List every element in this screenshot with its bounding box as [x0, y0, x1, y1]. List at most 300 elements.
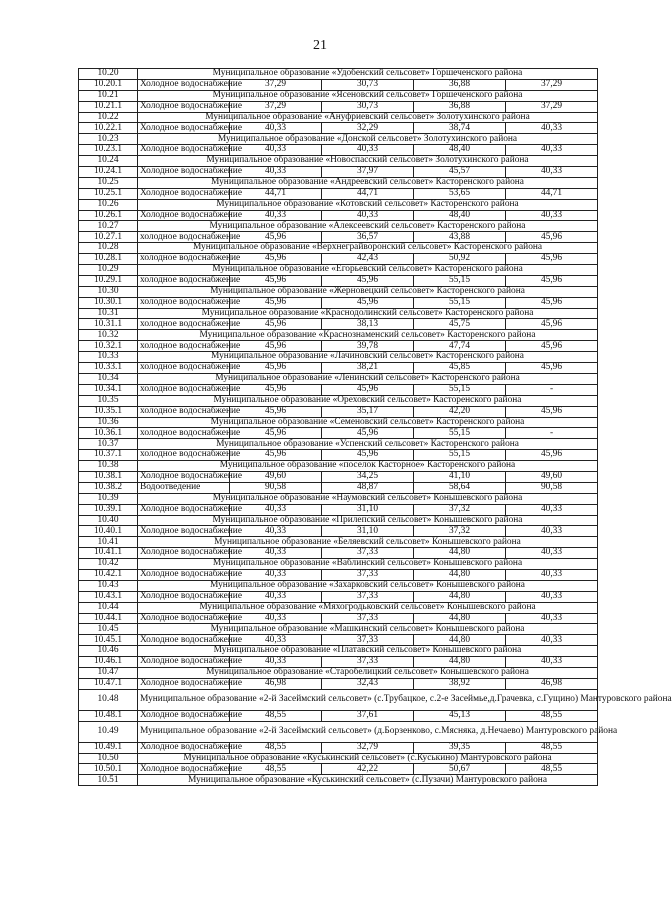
service-name: Водоотведение	[138, 482, 230, 493]
municipality-title: Муниципальное образование «Ленинский сельсовет» Касторенского района	[138, 373, 598, 384]
row-number: 10.47	[79, 667, 138, 678]
tariff-value: 49,60	[230, 471, 322, 482]
tariff-value: 40,33	[506, 613, 598, 624]
tariff-value: 48,55	[230, 764, 322, 775]
tariff-table	[78, 68, 672, 786]
section-row	[79, 352, 598, 363]
row-number: 10.42	[79, 559, 138, 570]
tariff-value: 45,96	[230, 428, 322, 439]
tariff-value: 40,33	[506, 123, 598, 134]
tariff-value: 38,21	[322, 363, 414, 374]
tariff-row	[79, 678, 598, 689]
tariff-value: 50,92	[414, 254, 506, 265]
tariff-row	[79, 101, 598, 112]
row-number: 10.41	[79, 537, 138, 548]
row-number: 10.36.1	[79, 428, 138, 439]
tariff-value: 45,96	[506, 363, 598, 374]
tariff-value: 37,32	[414, 526, 506, 537]
tariff-value: 45,96	[506, 341, 598, 352]
tariff-value: 45,96	[230, 319, 322, 330]
section-row	[79, 493, 598, 504]
municipality-title: Муниципальное образование «Ваблинский сельсовет» Конышевского района	[138, 559, 598, 570]
tariff-value: 40,33	[230, 657, 322, 668]
row-number: 10.47.1	[79, 678, 138, 689]
tariff-value: 37,33	[322, 613, 414, 624]
tariff-row	[79, 764, 598, 775]
service-name: Холодное водоснабжение	[138, 764, 230, 775]
section-row	[79, 646, 598, 657]
row-number: 10.50	[79, 753, 138, 764]
row-number: 10.46.1	[79, 657, 138, 668]
tariff-value: 45,96	[322, 384, 414, 395]
service-name: Холодное водоснабжение	[138, 123, 230, 134]
service-name: холодное водоснабжение	[138, 275, 230, 286]
tariff-value: 45,96	[322, 275, 414, 286]
tariff-value: 44,71	[322, 188, 414, 199]
tariff-value: 40,33	[506, 145, 598, 156]
row-number: 10.26	[79, 199, 138, 210]
municipality-title: Муниципальное образование «Котовский сельсовет» Касторенского района	[138, 199, 598, 210]
section-row	[79, 156, 598, 167]
row-number: 10.33.1	[79, 363, 138, 374]
tariff-value: 44,80	[414, 591, 506, 602]
tariff-value: 45,96	[230, 254, 322, 265]
row-number: 10.29.1	[79, 275, 138, 286]
tariff-value: 48,40	[414, 210, 506, 221]
row-number: 10.21.1	[79, 101, 138, 112]
section-row	[79, 330, 598, 341]
row-number: 10.28.1	[79, 254, 138, 265]
row-number: 10.27.1	[79, 232, 138, 243]
tariff-value: 44,80	[414, 613, 506, 624]
tariff-value: 42,43	[322, 254, 414, 265]
tariff-value: 40,33	[230, 504, 322, 515]
service-name: Холодное водоснабжение	[138, 167, 230, 178]
tariff-value: 40,33	[506, 526, 598, 537]
tariff-value: 45,96	[506, 406, 598, 417]
tariff-value: 40,33	[506, 210, 598, 221]
row-number: 10.35.1	[79, 406, 138, 417]
section-row	[79, 90, 598, 101]
section-row	[79, 112, 598, 123]
service-name: Холодное водоснабжение	[138, 526, 230, 537]
section-row	[79, 69, 598, 80]
row-number: 10.30.1	[79, 297, 138, 308]
service-name: Холодное водоснабжение	[138, 471, 230, 482]
tariff-value: 43,88	[414, 232, 506, 243]
tariff-value: 48,55	[506, 764, 598, 775]
tariff-value: 40,33	[230, 167, 322, 178]
row-number: 10.32	[79, 330, 138, 341]
municipality-title: Муниципальное образование «Мяхогродьковский сельсовет» Конышевского района	[138, 602, 598, 613]
municipality-title: Муниципальное образование «Семеновский сельсовет» Касторенского района	[138, 417, 598, 428]
row-number: 10.28	[79, 243, 138, 254]
tariff-value: 37,97	[322, 167, 414, 178]
tariff-value: 37,33	[322, 569, 414, 580]
tariff-value: 58,64	[414, 482, 506, 493]
tariff-value: 50,67	[414, 764, 506, 775]
service-name: Холодное водоснабжение	[138, 591, 230, 602]
row-number: 10.46	[79, 646, 138, 657]
row-number: 10.35	[79, 395, 138, 406]
service-name: холодное водоснабжение	[138, 232, 230, 243]
service-name: Холодное водоснабжение	[138, 504, 230, 515]
tariff-value: 45,96	[322, 450, 414, 461]
tariff-value: 45,96	[506, 275, 598, 286]
tariff-value: 31,10	[322, 526, 414, 537]
tariff-value: -	[506, 384, 598, 395]
service-name: Холодное водоснабжение	[138, 188, 230, 199]
municipality-title: Муниципальное образование «Беляевский сельсовет» Конышевского района	[138, 537, 598, 548]
section-row	[79, 417, 598, 428]
municipality-title: Муниципальное образование «Прилепский сельсовет» Конышевского района	[138, 515, 598, 526]
tariff-table-body	[79, 68, 672, 786]
tariff-value: 37,32	[414, 504, 506, 515]
section-row	[79, 373, 598, 384]
service-name: Холодное водоснабжение	[138, 569, 230, 580]
tariff-value: 39,78	[322, 341, 414, 352]
tariff-value: 40,33	[230, 526, 322, 537]
row-number: 10.24	[79, 156, 138, 167]
tariff-value: 40,33	[230, 569, 322, 580]
service-name: Холодное водоснабжение	[138, 710, 230, 721]
row-number: 10.43	[79, 580, 138, 591]
tariff-value: 45,96	[506, 232, 598, 243]
section-row	[79, 243, 598, 254]
row-number: 10.39.1	[79, 504, 138, 515]
municipality-title: Муниципальное образование «Платавский сельсовет» Конышевского района	[138, 646, 598, 657]
tariff-row	[79, 297, 598, 308]
tariff-value: 48,55	[230, 710, 322, 721]
tariff-value: 32,29	[322, 123, 414, 134]
row-number: 10.50.1	[79, 764, 138, 775]
tariff-value: 45,96	[506, 297, 598, 308]
row-number: 10.38.2	[79, 482, 138, 493]
tariff-value: 45,57	[414, 167, 506, 178]
section-row	[79, 667, 598, 678]
tariff-row	[79, 363, 598, 374]
service-name: Холодное водоснабжение	[138, 101, 230, 112]
municipality-title: Муниципальное образование «2-й Засеймский сельсовет» (д.Борзенково, с.Мясняка, д.Нечаево) Мантуровского района	[138, 721, 598, 742]
tariff-value: 47,74	[414, 341, 506, 352]
municipality-title: Муниципальное образование «Краснодолинский сельсовет» Касторенского района	[138, 308, 598, 319]
tariff-value: 40,33	[506, 657, 598, 668]
tariff-row	[79, 384, 598, 395]
municipality-title: Муниципальное образование «Донской сельсовет» Золотухинского района	[138, 134, 598, 145]
municipality-title: Муниципальное образование «Ясеновский сельсовет» Горшеченского района	[138, 90, 598, 101]
tariff-value: 49,60	[506, 471, 598, 482]
municipality-title: Муниципальное образование «Успенский сельсовет» Касторенского района	[138, 439, 598, 450]
row-number: 10.25.1	[79, 188, 138, 199]
municipality-title: Муниципальное образование «Егорьевский сельсовет» Касторенского района	[138, 265, 598, 276]
service-name: холодное водоснабжение	[138, 319, 230, 330]
tariff-value: 45,13	[414, 710, 506, 721]
service-name: холодное водоснабжение	[138, 341, 230, 352]
row-number: 10.44.1	[79, 613, 138, 624]
tariff-value: 48,55	[506, 742, 598, 753]
row-number: 10.48.1	[79, 710, 138, 721]
tariff-value: 30,73	[322, 101, 414, 112]
service-name: Холодное водоснабжение	[138, 210, 230, 221]
tariff-row	[79, 526, 598, 537]
row-number: 10.42.1	[79, 569, 138, 580]
service-name: холодное водоснабжение	[138, 450, 230, 461]
row-number: 10.31	[79, 308, 138, 319]
municipality-title: Муниципальное образование «Андреевский сельсовет» Касторенского района	[138, 177, 598, 188]
row-number: 10.25	[79, 177, 138, 188]
service-name: холодное водоснабжение	[138, 428, 230, 439]
section-row	[79, 221, 598, 232]
service-name: Холодное водоснабжение	[138, 145, 230, 156]
tariff-value: 42,22	[322, 764, 414, 775]
section-row	[79, 265, 598, 276]
service-name: Холодное водоснабжение	[138, 613, 230, 624]
tariff-value: 37,29	[230, 79, 322, 90]
row-number: 10.41.1	[79, 548, 138, 559]
tariff-value: 45,96	[230, 297, 322, 308]
tariff-value: 55,15	[414, 275, 506, 286]
row-number: 10.45	[79, 624, 138, 635]
municipality-title: Муниципальное образование «Ануфриевский сельсовет» Золотухинского района	[138, 112, 598, 123]
tariff-value: 40,33	[230, 145, 322, 156]
municipality-title: Муниципальное образование «поселок Касторное» Касторенского района	[138, 461, 598, 472]
section-row	[79, 580, 598, 591]
municipality-title: Муниципальное образование «Верхнеграйворонский сельсовет» Касторенского района	[138, 243, 598, 254]
service-name: холодное водоснабжение	[138, 254, 230, 265]
section-row	[79, 775, 598, 786]
row-number: 10.23.1	[79, 145, 138, 156]
section-row	[79, 199, 598, 210]
tariff-row	[79, 504, 598, 515]
tariff-value: 45,96	[506, 450, 598, 461]
tariff-value: 41,10	[414, 471, 506, 482]
tariff-value: 38,13	[322, 319, 414, 330]
tariff-value: 37,33	[322, 657, 414, 668]
municipality-title: Муниципальное образование «Лачиновский сельсовет» Касторенского района	[138, 352, 598, 363]
tariff-value: 32,79	[322, 742, 414, 753]
row-number: 10.34.1	[79, 384, 138, 395]
tariff-value: 44,80	[414, 657, 506, 668]
municipality-title: Муниципальное образование «Старобелицкий сельсовет» Конышевского района	[138, 667, 598, 678]
tariff-row	[79, 482, 598, 493]
tariff-value: 30,73	[322, 79, 414, 90]
tariff-value: 37,61	[322, 710, 414, 721]
page-number: 21	[313, 38, 327, 53]
tariff-value: 32,43	[322, 678, 414, 689]
service-name: Холодное водоснабжение	[138, 635, 230, 646]
tariff-value: 35,17	[322, 406, 414, 417]
tariff-value: 55,15	[414, 428, 506, 439]
tariff-row	[79, 569, 598, 580]
tariff-value: 48,40	[414, 145, 506, 156]
row-number: 10.20	[79, 69, 138, 80]
tariff-value: 45,75	[414, 319, 506, 330]
tariff-row	[79, 742, 598, 753]
tariff-value: 38,74	[414, 123, 506, 134]
tariff-value: 40,33	[230, 210, 322, 221]
municipality-title: Муниципальное образование «Удобенский сельсовет» Горшеченского района	[138, 69, 598, 80]
tariff-value: 36,57	[322, 232, 414, 243]
tariff-value: 40,33	[506, 569, 598, 580]
tariff-row	[79, 591, 598, 602]
municipality-title: Муниципальное образование «Ореховский сельсовет» Касторенского района	[138, 395, 598, 406]
tariff-value: 45,96	[230, 363, 322, 374]
row-number: 10.32.1	[79, 341, 138, 352]
row-number: 10.49.1	[79, 742, 138, 753]
tariff-row	[79, 123, 598, 134]
row-number: 10.31.1	[79, 319, 138, 330]
tariff-row	[79, 710, 598, 721]
tariff-value: 37,33	[322, 548, 414, 559]
tariff-row	[79, 254, 598, 265]
tariff-value: 31,10	[322, 504, 414, 515]
tariff-row	[79, 275, 598, 286]
tariff-value: 40,33	[230, 548, 322, 559]
row-number: 10.51	[79, 775, 138, 786]
tariff-value: 45,96	[506, 254, 598, 265]
row-number: 10.40.1	[79, 526, 138, 537]
tariff-row	[79, 613, 598, 624]
tariff-value: 55,15	[414, 450, 506, 461]
section-row	[79, 395, 598, 406]
section-row	[79, 286, 598, 297]
row-number: 10.22.1	[79, 123, 138, 134]
municipality-title: Муниципальное образование «Наумовский сельсовет» Конышевского района	[138, 493, 598, 504]
row-number: 10.38	[79, 461, 138, 472]
tariff-value: 46,98	[230, 678, 322, 689]
row-number: 10.49	[79, 721, 138, 742]
tariff-value: 48,55	[506, 710, 598, 721]
tariff-value: 40,33	[506, 504, 598, 515]
row-number: 10.40	[79, 515, 138, 526]
row-number: 10.44	[79, 602, 138, 613]
tariff-row	[79, 145, 598, 156]
tariff-value: 40,33	[322, 210, 414, 221]
municipality-title: Муниципальное образование «Машкинский сельсовет» Конышевского района	[138, 624, 598, 635]
row-number: 10.23	[79, 134, 138, 145]
tariff-value: 40,33	[322, 145, 414, 156]
service-name: Холодное водоснабжение	[138, 678, 230, 689]
row-number: 10.26.1	[79, 210, 138, 221]
tariff-value: 48,87	[322, 482, 414, 493]
section-row	[79, 461, 598, 472]
tariff-value: 55,15	[414, 297, 506, 308]
row-number: 10.38.1	[79, 471, 138, 482]
row-number: 10.29	[79, 265, 138, 276]
row-number: 10.22	[79, 112, 138, 123]
tariff-row	[79, 548, 598, 559]
tariff-value: 55,15	[414, 384, 506, 395]
service-name: холодное водоснабжение	[138, 297, 230, 308]
tariff-value: 45,96	[506, 319, 598, 330]
section-row	[79, 624, 598, 635]
tariff-value: 45,96	[230, 406, 322, 417]
municipality-title: Муниципальное образование «Алексеевский сельсовет» Касторенского района	[138, 221, 598, 232]
section-row	[79, 177, 598, 188]
row-number: 10.39	[79, 493, 138, 504]
tariff-value: 40,33	[230, 613, 322, 624]
tariff-value: 45,96	[230, 275, 322, 286]
tariff-row	[79, 406, 598, 417]
row-number: 10.20.1	[79, 79, 138, 90]
tariff-value: 44,71	[506, 188, 598, 199]
service-name: холодное водоснабжение	[138, 363, 230, 374]
section-row	[79, 515, 598, 526]
tariff-value: 37,29	[230, 101, 322, 112]
tariff-value: 90,58	[506, 482, 598, 493]
tariff-row	[79, 657, 598, 668]
service-name: Холодное водоснабжение	[138, 79, 230, 90]
tariff-value: 36,88	[414, 79, 506, 90]
tariff-value: 40,33	[506, 167, 598, 178]
tariff-value: 90,58	[230, 482, 322, 493]
tariff-value: 34,25	[322, 471, 414, 482]
row-number: 10.45.1	[79, 635, 138, 646]
tariff-row	[79, 450, 598, 461]
tariff-value: 46,98	[506, 678, 598, 689]
tariff-value: 37,33	[322, 635, 414, 646]
row-number: 10.48	[79, 689, 138, 710]
tariff-value: 40,33	[230, 123, 322, 134]
tariff-value: 37,33	[322, 591, 414, 602]
tariff-value: 45,85	[414, 363, 506, 374]
tariff-row	[79, 167, 598, 178]
service-name: Холодное водоснабжение	[138, 548, 230, 559]
municipality-title: Муниципальное образование «Краснознаменский сельсовет» Касторенского района	[138, 330, 598, 341]
section-row	[79, 602, 598, 613]
municipality-title: Муниципальное образование «2-й Засеймский сельсовет» (с.Трубацкое, с.2-е Засеймье,д.Грачевка, с.Гущино) Мантуровского района	[138, 689, 598, 710]
tariff-value: 45,96	[230, 450, 322, 461]
tariff-value: 44,71	[230, 188, 322, 199]
service-name: Холодное водоснабжение	[138, 657, 230, 668]
municipality-title: Муниципальное образование «Захарковский сельсовет» Конышевского района	[138, 580, 598, 591]
tariff-value: 45,96	[230, 232, 322, 243]
tariff-value: 44,80	[414, 635, 506, 646]
municipality-title: Муниципальное образование «Куськинский сельсовет» (с.Пузачи) Мантуровского района	[138, 775, 598, 786]
tariff-value: 40,33	[230, 635, 322, 646]
tariff-value: 45,96	[322, 297, 414, 308]
tariff-value: 40,33	[506, 591, 598, 602]
row-number: 10.24.1	[79, 167, 138, 178]
service-name: Холодное водоснабжение	[138, 742, 230, 753]
row-number: 10.37	[79, 439, 138, 450]
section-row	[79, 308, 598, 319]
tariff-value: 53,65	[414, 188, 506, 199]
tariff-row	[79, 428, 598, 439]
tariff-row	[79, 79, 598, 90]
section-row	[79, 721, 598, 742]
row-number: 10.33	[79, 352, 138, 363]
tariff-value: 36,88	[414, 101, 506, 112]
section-row	[79, 689, 598, 710]
tariff-value: 38,92	[414, 678, 506, 689]
row-number: 10.37.1	[79, 450, 138, 461]
tariff-value: 45,96	[322, 428, 414, 439]
tariff-value: 39,35	[414, 742, 506, 753]
tariff-value: 40,33	[506, 548, 598, 559]
tariff-row	[79, 188, 598, 199]
tariff-value: -	[506, 428, 598, 439]
tariff-value: 37,29	[506, 79, 598, 90]
row-number: 10.36	[79, 417, 138, 428]
service-name: холодное водоснабжение	[138, 406, 230, 417]
tariff-value: 48,55	[230, 742, 322, 753]
tariff-value: 37,29	[506, 101, 598, 112]
municipality-title: Муниципальное образование «Куськинский сельсовет» (с.Куськино) Мантуровского района	[138, 753, 598, 764]
tariff-value: 45,96	[230, 341, 322, 352]
tariff-value: 44,80	[414, 569, 506, 580]
tariff-value: 42,20	[414, 406, 506, 417]
